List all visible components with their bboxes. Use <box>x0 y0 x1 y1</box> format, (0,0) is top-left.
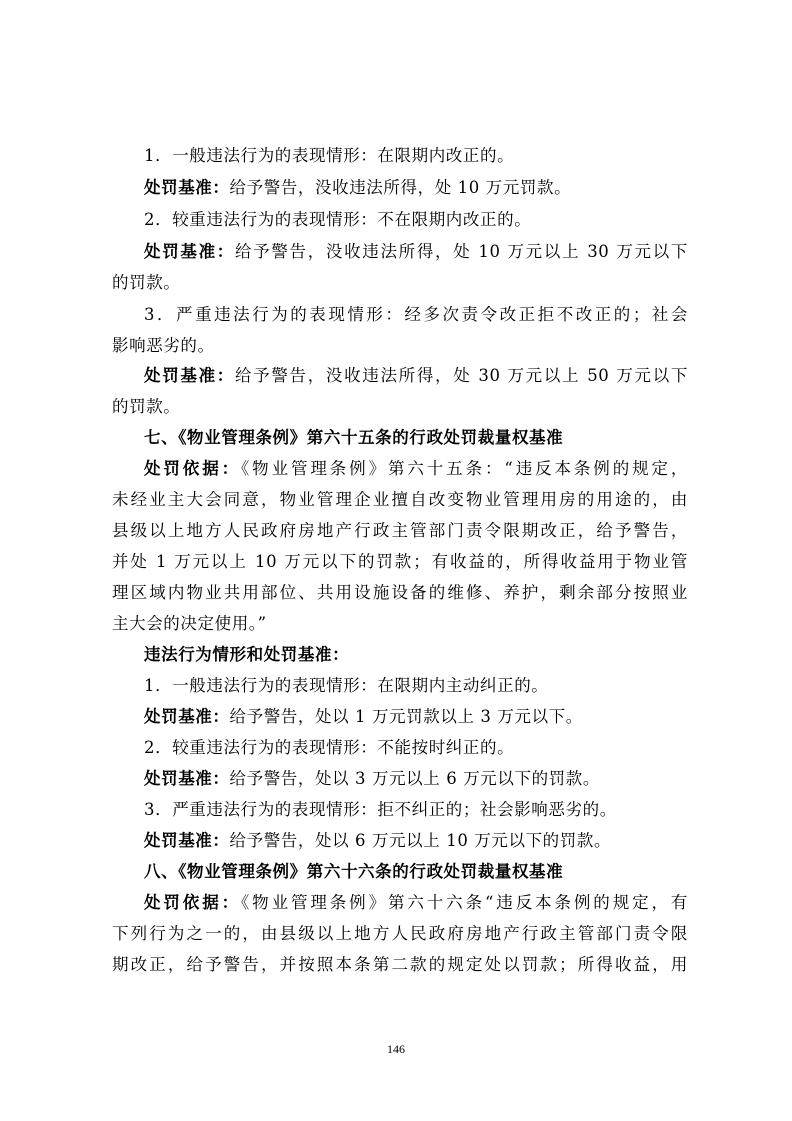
paragraph-line <box>112 583 688 603</box>
paragraph-text: 给予警告，没收违法所得，处 10 万元以上 30 万元以下 <box>234 242 688 261</box>
paragraph-text: 1．一般违法行为的表现情形：在限期内改正的。 <box>144 146 515 165</box>
paragraph-continuation <box>112 397 688 417</box>
paragraph-text: 给予警告，处以 1 万元罚款以上 3 万元以下。 <box>229 707 583 726</box>
paragraph-line <box>112 614 688 634</box>
paragraph-text: 的罚款。 <box>112 273 181 292</box>
penalty-basis-label: 处罚依据： <box>144 459 242 478</box>
paragraph-text: 给予警告，没收违法所得，处 30 万元以上 50 万元以下 <box>234 366 688 385</box>
paragraph-line <box>112 552 688 572</box>
penalty-standard-label: 处罚基准： <box>144 707 230 726</box>
paragraph-continuation <box>112 336 688 356</box>
paragraph-text: 并处 1 万元以上 10 万元以下的罚款；有收益的，所得收益用于物业管 <box>112 552 688 571</box>
section-heading-text: 八、《物业管理条例》第六十六条的行政处罚裁量权基准 <box>144 862 564 881</box>
page-number: 146 <box>387 1042 405 1056</box>
paragraph-text: 理区域内物业共用部位、共用设施设备的维修、养护，剩余部分按照业 <box>112 583 688 602</box>
penalty-basis-line <box>144 459 688 479</box>
paragraph-text: 3．严重违法行为的表现情形：经多次责令改正拒不改正的；社会 <box>144 305 688 324</box>
paragraph-text: 影响恶劣的。 <box>112 336 215 355</box>
penalty-standard-line <box>144 831 688 851</box>
penalty-basis-label: 处罚依据： <box>144 893 242 912</box>
paragraph-text: 未经业主大会同意，物业管理企业擅自改变物业管理用房的用途的，由 <box>112 490 688 509</box>
paragraph-text: 县级以上地方人民政府房地产行政主管部门责令限期改正，给予警告， <box>112 521 688 540</box>
paragraph-text: 1．一般违法行为的表现情形：在限期内主动纠正的。 <box>144 676 549 695</box>
paragraph-line <box>112 955 688 975</box>
serious-violation-item <box>144 210 688 230</box>
paragraph-text: 主大会的决定使用。” <box>112 614 267 633</box>
paragraph-text: 《物业管理条例》第六十五条：“违反本条例的规定， <box>241 459 689 478</box>
penalty-basis-line <box>144 893 688 913</box>
paragraph-line <box>112 521 688 541</box>
paragraph-text: 期改正，给予警告，并按照本条第二款的规定处以罚款；所得收益，用 <box>112 955 688 974</box>
general-violation-item <box>144 146 688 166</box>
penalty-standard-label: 处罚基准： <box>144 178 230 197</box>
penalty-standard-label: 处罚基准： <box>144 831 230 850</box>
paragraph-text: 2．较重违法行为的表现情形：不在限期内改正的。 <box>144 210 532 229</box>
grave-violation-item <box>144 800 688 820</box>
paragraph-continuation <box>112 273 688 293</box>
paragraph-text: 3．严重违法行为的表现情形：拒不纠正的；社会影响恶劣的。 <box>144 800 617 819</box>
paragraph-text: 给予警告，没收违法所得，处 10 万元罚款。 <box>229 178 572 197</box>
penalty-standard-line <box>144 178 688 198</box>
subsection-heading-text: 违法行为情形和处罚基准： <box>144 645 350 664</box>
paragraph-text: 的罚款。 <box>112 397 181 416</box>
paragraph-line <box>112 490 688 510</box>
penalty-standard-label: 处罚基准： <box>144 242 235 261</box>
paragraph-line <box>112 924 688 944</box>
penalty-standard-line <box>144 242 688 262</box>
section-heading <box>144 428 688 448</box>
serious-violation-item <box>144 738 688 758</box>
grave-violation-item <box>144 305 688 325</box>
penalty-standard-line <box>144 769 688 789</box>
penalty-standard-label: 处罚基准： <box>144 366 235 385</box>
penalty-standard-label: 处罚基准： <box>144 769 230 788</box>
section-heading-text: 七、《物业管理条例》第六十五条的行政处罚裁量权基准 <box>144 428 564 447</box>
subsection-heading <box>144 645 688 665</box>
paragraph-text: 给予警告，处以 3 万元以上 6 万元以下的罚款。 <box>229 769 600 788</box>
paragraph-text: 2．较重违法行为的表现情形：不能按时纠正的。 <box>144 738 515 757</box>
penalty-standard-line <box>144 366 688 386</box>
section-heading <box>144 862 688 882</box>
general-violation-item <box>144 676 688 696</box>
paragraph-text: 下列行为之一的，由县级以上地方人民政府房地产行政主管部门责令限 <box>112 924 688 943</box>
paragraph-text: 给予警告，处以 6 万元以上 10 万元以下的罚款。 <box>229 831 612 850</box>
paragraph-text: 《物业管理条例》第六十六条“违反本条例的规定，有 <box>241 893 689 912</box>
penalty-standard-line <box>144 707 688 727</box>
